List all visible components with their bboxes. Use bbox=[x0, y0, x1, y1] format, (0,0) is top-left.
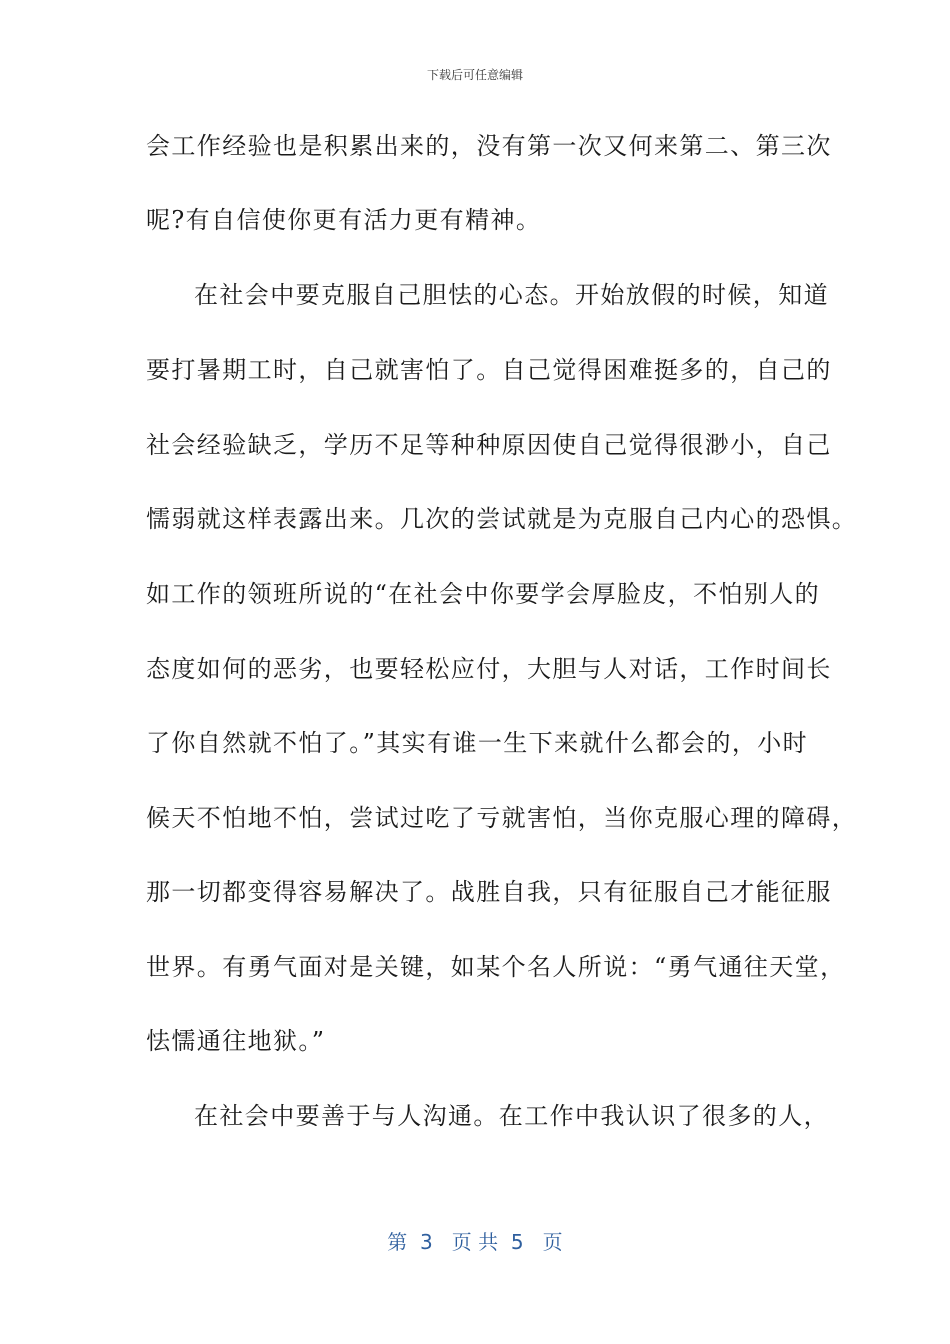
body-line-13: 怯懦通往地狱。” bbox=[146, 1027, 326, 1055]
body-line-7: 如工作的领班所说的“在社会中你要学会厚脸皮，不怕别人的 bbox=[146, 580, 821, 608]
body-line-2: 呢?有自信使你更有活力更有精神。 bbox=[146, 206, 542, 234]
body-line-14: 在社会中要善于与人沟通。在工作中我认识了很多的人， bbox=[194, 1102, 829, 1130]
page-header: 下载后可任意编辑 bbox=[426, 68, 523, 82]
body-line-4: 要打暑期工时，自己就害怕了。自己觉得困难挺多的，自己的 bbox=[146, 356, 832, 384]
body-line-3: 在社会中要克服自己胆怯的心态。开始放假的时候，知道 bbox=[194, 281, 829, 309]
body-line-5: 社会经验缺乏，学历不足等种种原因使自己觉得很渺小，自己 bbox=[146, 431, 832, 459]
body-line-8: 态度如何的恶劣，也要轻松应付，大胆与人对话，工作时间长 bbox=[146, 655, 832, 683]
body-line-11: 那一切都变得容易解决了。战胜自我，只有征服自己才能征服 bbox=[146, 878, 832, 906]
body-line-9: 了你自然就不怕了。”其实有谁一生下来就什么都会的，小时 bbox=[146, 729, 809, 757]
body-line-1: 会工作经验也是积累出来的，没有第一次又何来第二、第三次 bbox=[146, 132, 832, 160]
body-line-6: 懦弱就这样表露出来。几次的尝试就是为克服自己内心的恐惧。 bbox=[146, 505, 858, 533]
page-number-footer: 第 3 页 共 5 页 bbox=[387, 1230, 563, 1254]
body-line-10: 候天不怕地不怕，尝试过吃了亏就害怕，当你克服心理的障碍， bbox=[146, 804, 858, 832]
body-line-12: 世界。有勇气面对是关键，如某个名人所说：“勇气通往天堂， bbox=[146, 953, 846, 981]
